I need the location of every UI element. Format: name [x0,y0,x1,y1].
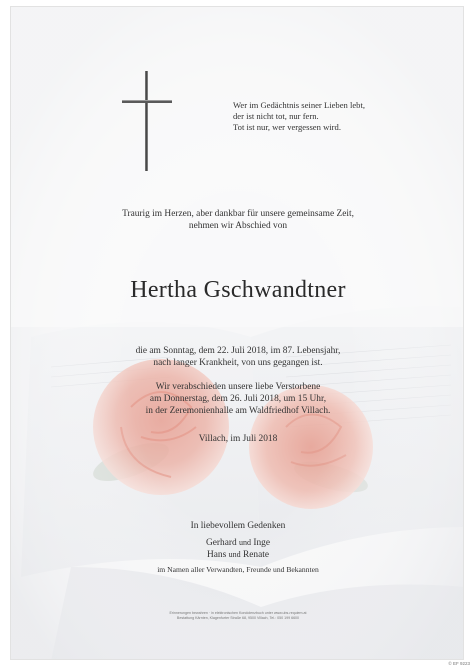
memorial-quote [233,100,453,133]
document-code: © EF 9223 [448,661,470,666]
family-line [11,549,464,561]
family-name: Renate [242,550,269,560]
family-name: Inge [253,538,271,548]
family-name: Hans [207,550,227,560]
quote-line: Wer im Gedächtnis seiner Lieben lebt, [233,100,365,110]
deceased-name: Hertha Gschwandtner [130,277,346,303]
intro-line: Traurig im Herzen, aber dankbar für unsere gemeinsame Zeit, [122,209,354,219]
death-notice [11,345,464,369]
funeral-line: in der Zeremonienhalle am Waldfriedhof Villach. [145,406,331,416]
relatives-line: im Namen aller Verwandten, Freunde und Bekannten [157,565,319,574]
place-and-date: Villach, im Juli 2018 [198,434,278,444]
death-line: die am Sonntag, dem 22. Juli 2018, im 87. Lebensjahr, [135,346,341,356]
intro-line: nehmen wir Abschied von [188,221,288,231]
memory-heading: In liebevollem Gedenken [190,521,286,531]
family-conjunction: und [228,550,241,559]
family-conjunction: und [239,538,252,547]
footer-line: Erinnerungen bewahren · in elektronischen Kondolenzbuch unter www.ubs-requiem.at [169,611,307,615]
death-line: nach langer Krankheit, von uns gegangen ist. [153,358,323,368]
funeral-details [11,381,464,417]
funeral-line: am Donnerstag, dem 26. Juli 2018, um 15 Uhr, [149,394,327,404]
family-names [11,537,464,561]
footer-line: Bestattung Kärnten, Klagenfurter Straße 68, 9500 Villach, Tel.: 050 199 6600 [176,616,300,620]
family-name: Gerhard [205,538,237,548]
cross-icon [119,69,175,173]
obituary-page [10,6,464,660]
quote-line: der ist nicht tot, nur fern. [233,111,319,121]
family-line [11,537,464,549]
intro-text [11,208,464,232]
funeral-line: Wir verabschieden unsere liebe Verstorbene [155,382,321,392]
quote-line: Tot ist nur, wer vergessen wird. [233,122,341,132]
funeral-home-footer [11,611,464,621]
